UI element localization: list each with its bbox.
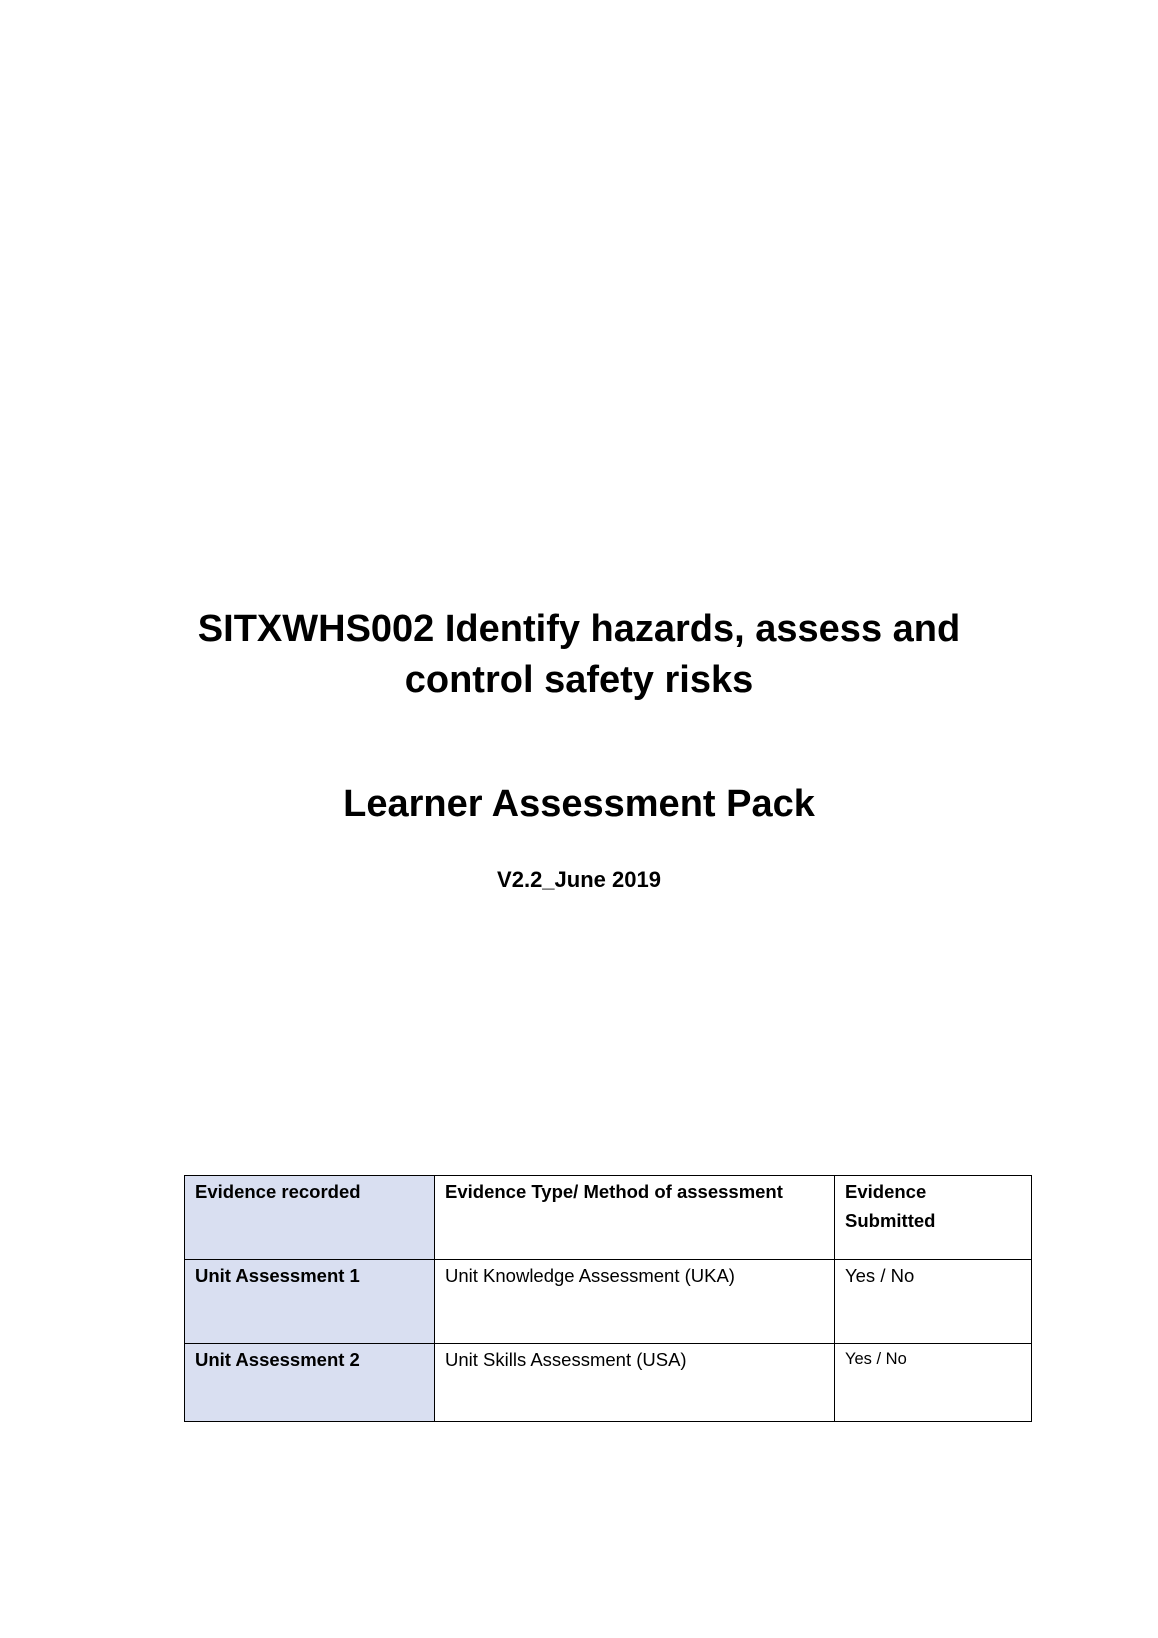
cell-evidence-type: Unit Knowledge Assessment (UKA): [435, 1260, 835, 1344]
table-row: [185, 1344, 1032, 1422]
cell-evidence-submitted: Yes / No: [835, 1260, 1032, 1344]
table-header-row: [185, 1176, 1032, 1260]
cell-evidence-recorded: Unit Assessment 1: [185, 1260, 435, 1344]
document-subtitle: Learner Assessment Pack: [343, 783, 815, 825]
table-row: [185, 1260, 1032, 1344]
cell-evidence-submitted: Yes / No: [835, 1344, 1032, 1422]
header-evidence-submitted: Evidence Submitted: [835, 1176, 1032, 1260]
header-evidence-type: Evidence Type/ Method of assessment: [435, 1176, 835, 1260]
cell-evidence-recorded: Unit Assessment 2: [185, 1344, 435, 1422]
header-evidence-recorded: Evidence recorded: [185, 1176, 435, 1260]
cell-evidence-type: Unit Skills Assessment (USA): [435, 1344, 835, 1422]
evidence-table: [184, 1175, 1032, 1422]
version-label: V2.2_June 2019: [497, 867, 661, 892]
document-title: SITXWHS002 Identify hazards, assess and control safety risks: [197, 608, 961, 701]
